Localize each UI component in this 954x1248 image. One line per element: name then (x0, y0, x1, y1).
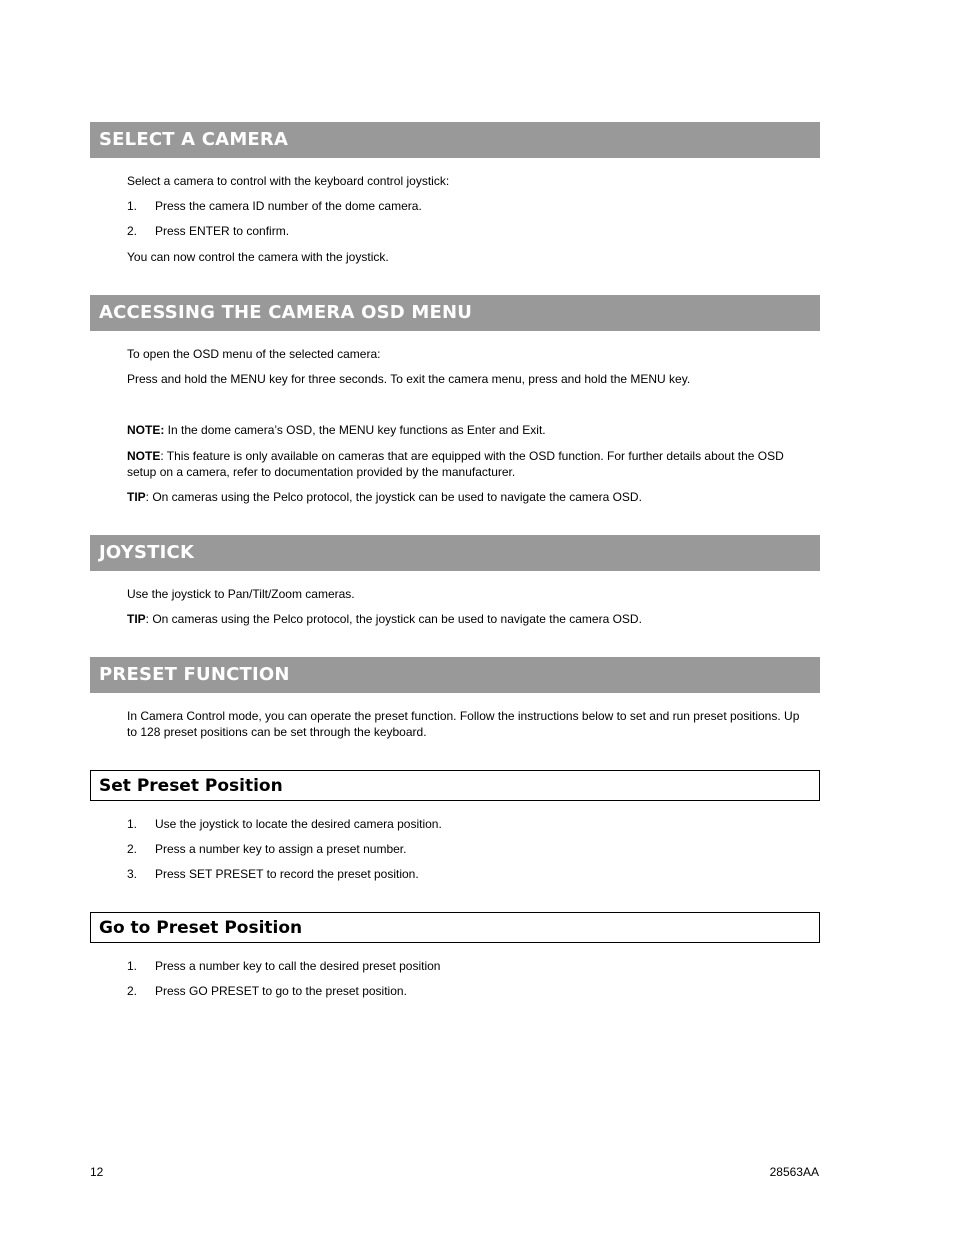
tip-label: TIP (127, 612, 146, 626)
list-text: Press GO PRESET to go to the preset position. (155, 984, 407, 998)
list-text: Press a number key to call the desired preset position (155, 959, 441, 973)
list-number: 2. (127, 224, 138, 238)
list-text: Press the camera ID number of the dome camera. (155, 199, 422, 213)
page-number: 12 (90, 1165, 104, 1179)
section-title: JOYSTICK (99, 542, 195, 563)
subsection-title: Go to Preset Position (99, 918, 303, 938)
list-number: 1. (127, 199, 138, 213)
subsection-header-goto-preset (90, 912, 820, 943)
section-header-select-camera (90, 122, 820, 158)
note-menu-key (127, 422, 807, 438)
list-number: 1. (127, 817, 138, 831)
subsection-title: Set Preset Position (99, 776, 283, 796)
section-title: PRESET FUNCTION (99, 664, 290, 685)
document-id: 28563AA (769, 1165, 819, 1179)
list-text: Press SET PRESET to record the preset position. (155, 867, 419, 881)
paragraph-select-outro: You can now control the camera with the joystick. (127, 250, 389, 264)
tip-text: : On cameras using the Pelco protocol, the joystick can be used to navigate the camera OSD. (145, 612, 642, 626)
tip-text: : On cameras using the Pelco protocol, the joystick can be used to navigate the camera OSD. (145, 490, 642, 504)
paragraph-preset-intro: In Camera Control mode, you can operate the preset function. Follow the instructions below to set and run preset positions. Up to 128 preset positions can be set through the keyboard. (127, 709, 800, 739)
list-text: Use the joystick to locate the desired camera position. (155, 817, 442, 831)
note-label: NOTE (127, 449, 161, 463)
tip-label: TIP (127, 490, 146, 504)
list-number: 2. (127, 984, 138, 998)
list-number: 2. (127, 842, 138, 856)
note-label: NOTE: (127, 423, 165, 437)
paragraph-osd-intro: To open the OSD menu of the selected camera: (127, 347, 381, 361)
list-text: Press ENTER to confirm. (155, 224, 290, 238)
list-number: 3. (127, 867, 138, 881)
paragraph-select-intro: Select a camera to control with the keyboard control joystick: (127, 174, 450, 188)
section-header-joystick (90, 535, 820, 571)
section-title: SELECT A CAMERA (99, 129, 289, 150)
subsection-header-set-preset (90, 770, 820, 801)
paragraph-joystick-intro: Use the joystick to Pan/Tilt/Zoom cameras. (127, 587, 355, 601)
note-text: In the dome camera’s OSD, the MENU key functions as Enter and Exit. (164, 423, 546, 437)
note-osd-availability (127, 448, 807, 480)
section-title: ACCESSING THE CAMERA OSD MENU (99, 302, 473, 323)
tip-joystick-pelco (127, 611, 807, 627)
note-text: : This feature is only available on cameras that are equipped with the OSD function. For further details about the OSD setup on a camera, refer to documentation provided by the manufacturer. (127, 449, 784, 479)
tip-osd-pelco (127, 489, 807, 505)
list-text: Press a number key to assign a preset number. (155, 842, 407, 856)
paragraph-osd-instruction: Press and hold the MENU key for three seconds. To exit the camera menu, press and hold the MENU key. (127, 372, 691, 386)
section-header-osd-menu (90, 295, 820, 331)
section-header-preset (90, 657, 820, 693)
list-number: 1. (127, 959, 138, 973)
